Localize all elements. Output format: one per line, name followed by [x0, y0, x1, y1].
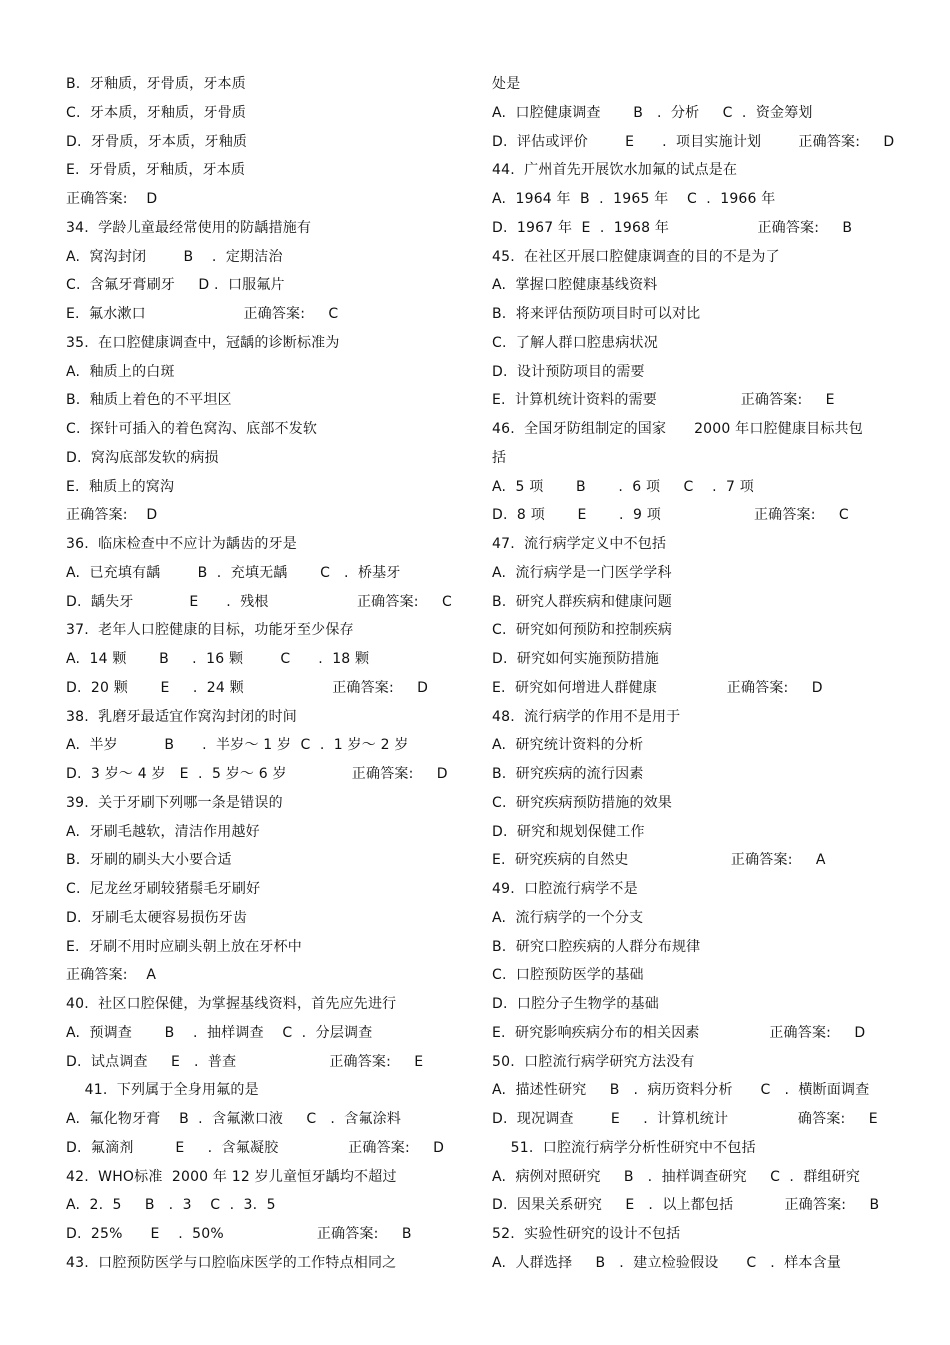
text-line: B. 釉质上着色的不平坦区	[66, 392, 232, 409]
text-line: A. 描述性研究 B . 病历资料分析 C . 横断面调查	[492, 1082, 870, 1099]
left-column	[66, 70, 466, 1278]
text-line: 41. 下列属于全身用氟的是	[66, 1082, 259, 1099]
text-line: A. 半岁 B . 半岁～ 1 岁 C . 1 岁～ 2 岁	[66, 737, 409, 754]
text-line: 正确答案: D	[66, 507, 158, 524]
text-line: C. 探针可插入的着色窝沟、底部不发软	[66, 421, 318, 437]
text-line: D. 氟滴剂 E . 含氟凝胶 正确答案: D	[66, 1139, 445, 1156]
text-line: C. 了解人群口腔患病状况	[492, 334, 658, 351]
text-line: A. 人群选择 B . 建立检验假设 C . 样本含量	[492, 1254, 842, 1271]
text-line: A. 2. 5 B . 3 C . 3. 5	[66, 1197, 276, 1214]
text-line: A. 牙刷毛越软，清洁作用越好	[66, 823, 260, 840]
text-line: A. 釉质上的白斑	[66, 363, 175, 380]
text-line: 34. 学龄儿童最经常使用的防龋措施有	[66, 219, 312, 236]
text-line: 48. 流行病学的作用不是用于	[492, 708, 681, 725]
text-line: 45. 在社区开展口腔健康调查的目的不是为了	[492, 248, 780, 265]
text-line: A. 14 颗 B . 16 颗 C . 18 颗	[66, 651, 370, 667]
text-line: E. 牙骨质，牙釉质，牙本质	[66, 162, 246, 179]
text-line: A. 预调查 B . 抽样调查 C . 分层调查	[66, 1024, 373, 1041]
text-line: B. 牙釉质，牙骨质，牙本质	[66, 76, 246, 92]
text-line: 47. 流行病学定义中不包括	[492, 536, 667, 552]
text-line: A. 已充填有龋 B . 充填无龋 C . 桥基牙	[66, 564, 401, 581]
text-line: D. 试点调查 E . 普查 正确答案: E	[66, 1053, 424, 1070]
text-line: A. 研究统计资料的分析	[492, 737, 644, 754]
text-line: C. 尼龙丝牙刷较猪鬃毛牙刷好	[66, 881, 261, 897]
text-line: A. 口腔健康调查 B . 分析 C . 资金筹划	[492, 104, 813, 121]
text-line: D. 窝沟底部发软的病损	[66, 449, 219, 466]
text-line: D. 龋失牙 E . 残根 正确答案: C	[66, 593, 452, 610]
text-line: 46. 全国牙防组制定的国家 2000 年口腔健康目标共包	[492, 421, 863, 437]
text-line: 正确答案: D	[66, 191, 158, 207]
text-line: 35. 在口腔健康调查中，冠龋的诊断标准为	[66, 334, 340, 351]
text-line: 37. 老年人口腔健康的目标，功能牙至少保存	[66, 622, 354, 639]
text-line: E. 牙刷不用时应刷头朝上放在牙杯中	[66, 938, 302, 955]
text-line: D. 3 岁～ 4 岁 E . 5 岁～ 6 岁 正确答案: D	[66, 766, 448, 782]
text-line: 49. 口腔流行病学不是	[492, 881, 638, 897]
text-line: D. 设计预防项目的需要	[492, 363, 645, 380]
text-line: A. 窝沟封闭 B . 定期洁治	[66, 248, 283, 265]
text-line: E. 计算机统计资料的需要 正确答案: E	[492, 392, 835, 409]
text-line: C. 研究疾病预防措施的效果	[492, 794, 673, 811]
text-line: A. 掌握口腔健康基线资料	[492, 277, 658, 294]
text-line: 处是	[492, 76, 521, 92]
text-line: 38. 乳磨牙最适宜作窝沟封闭的时间	[66, 708, 297, 725]
text-line: D. 1967 年 E . 1968 年 正确答案: B	[492, 219, 853, 236]
text-line: 36. 临床检查中不应计为龋齿的牙是	[66, 536, 297, 552]
text-line: A. 流行病学是一门医学学科	[492, 564, 672, 581]
text-line: 正确答案: A	[66, 967, 157, 984]
text-line: D. 评估或评价 E . 项目实施计划 正确答案: D	[492, 133, 895, 150]
text-line: B. 研究口腔疾病的人群分布规律	[492, 938, 701, 955]
text-line: D. 研究和规划保健工作	[492, 823, 645, 840]
text-line: 43. 口腔预防医学与口腔临床医学的工作特点相同之	[66, 1254, 397, 1271]
text-line: 42. WHO标准 2000 年 12 岁儿童恒牙龋均不超过	[66, 1168, 397, 1185]
text-line: A. 流行病学的一个分支	[492, 909, 644, 926]
text-line: 52. 实验性研究的设计不包括	[492, 1226, 681, 1242]
text-line: A. 氟化物牙膏 B . 含氟漱口液 C . 含氟涂料	[66, 1111, 402, 1127]
text-line: D. 8 项 E . 9 项 正确答案: C	[492, 507, 849, 524]
text-line: 50. 口腔流行病学研究方法没有	[492, 1053, 695, 1070]
text-line: B. 将来评估预防项目时可以对比	[492, 306, 701, 322]
text-line: A. 1964 年 B . 1965 年 C . 1966 年	[492, 191, 776, 207]
text-line: 40. 社区口腔保健，为掌握基线资料，首先应先进行	[66, 996, 397, 1012]
text-line: C. 含氟牙膏刷牙 D . 口服氟片	[66, 277, 285, 294]
text-line: A. 病例对照研究 B . 抽样调查研究 C . 群组研究	[492, 1168, 861, 1185]
text-line: 括	[492, 449, 507, 466]
text-line: E. 研究疾病的自然史 正确答案: A	[492, 852, 826, 869]
text-line: E. 氟水漱口 正确答案: C	[66, 306, 339, 322]
text-line: D. 因果关系研究 E . 以上都包括 正确答案: B	[492, 1197, 880, 1214]
text-line: 39. 关于牙刷下列哪一条是错误的	[66, 794, 283, 811]
right-column	[492, 70, 922, 1278]
text-line: A. 5 项 B . 6 项 C . 7 项	[492, 478, 754, 495]
text-line: C. 研究如何预防和控制疾病	[492, 622, 673, 639]
text-line: 44. 广州首先开展饮水加氟的试点是在	[492, 162, 738, 179]
text-line: D. 牙刷毛太硬容易损伤牙齿	[66, 909, 248, 926]
text-line: E. 研究如何增进人群健康 正确答案: D	[492, 679, 823, 696]
text-line: E. 釉质上的窝沟	[66, 478, 175, 495]
text-line: D. 口腔分子生物学的基础	[492, 996, 659, 1012]
text-line: D. 现况调查 E . 计算机统计 确答案: E	[492, 1111, 878, 1127]
text-line: D. 牙骨质，牙本质，牙釉质	[66, 133, 248, 150]
text-line: 51. 口腔流行病学分析性研究中不包括	[492, 1139, 756, 1156]
text-line: B. 牙刷的刷头大小要合适	[66, 852, 232, 869]
text-line: D. 研究如何实施预防措施	[492, 651, 659, 667]
text-line: E. 研究影响疾病分布的相关因素 正确答案: D	[492, 1024, 866, 1041]
text-line: B. 研究人群疾病和健康问题	[492, 593, 672, 610]
text-line: C. 口腔预防医学的基础	[492, 967, 644, 984]
text-line: B. 研究疾病的流行因素	[492, 766, 644, 782]
text-line: D. 20 颗 E . 24 颗 正确答案: D	[66, 679, 429, 696]
text-line: C. 牙本质，牙釉质，牙骨质	[66, 104, 247, 121]
text-line: D. 25% E . 50% 正确答案: B	[66, 1226, 412, 1242]
